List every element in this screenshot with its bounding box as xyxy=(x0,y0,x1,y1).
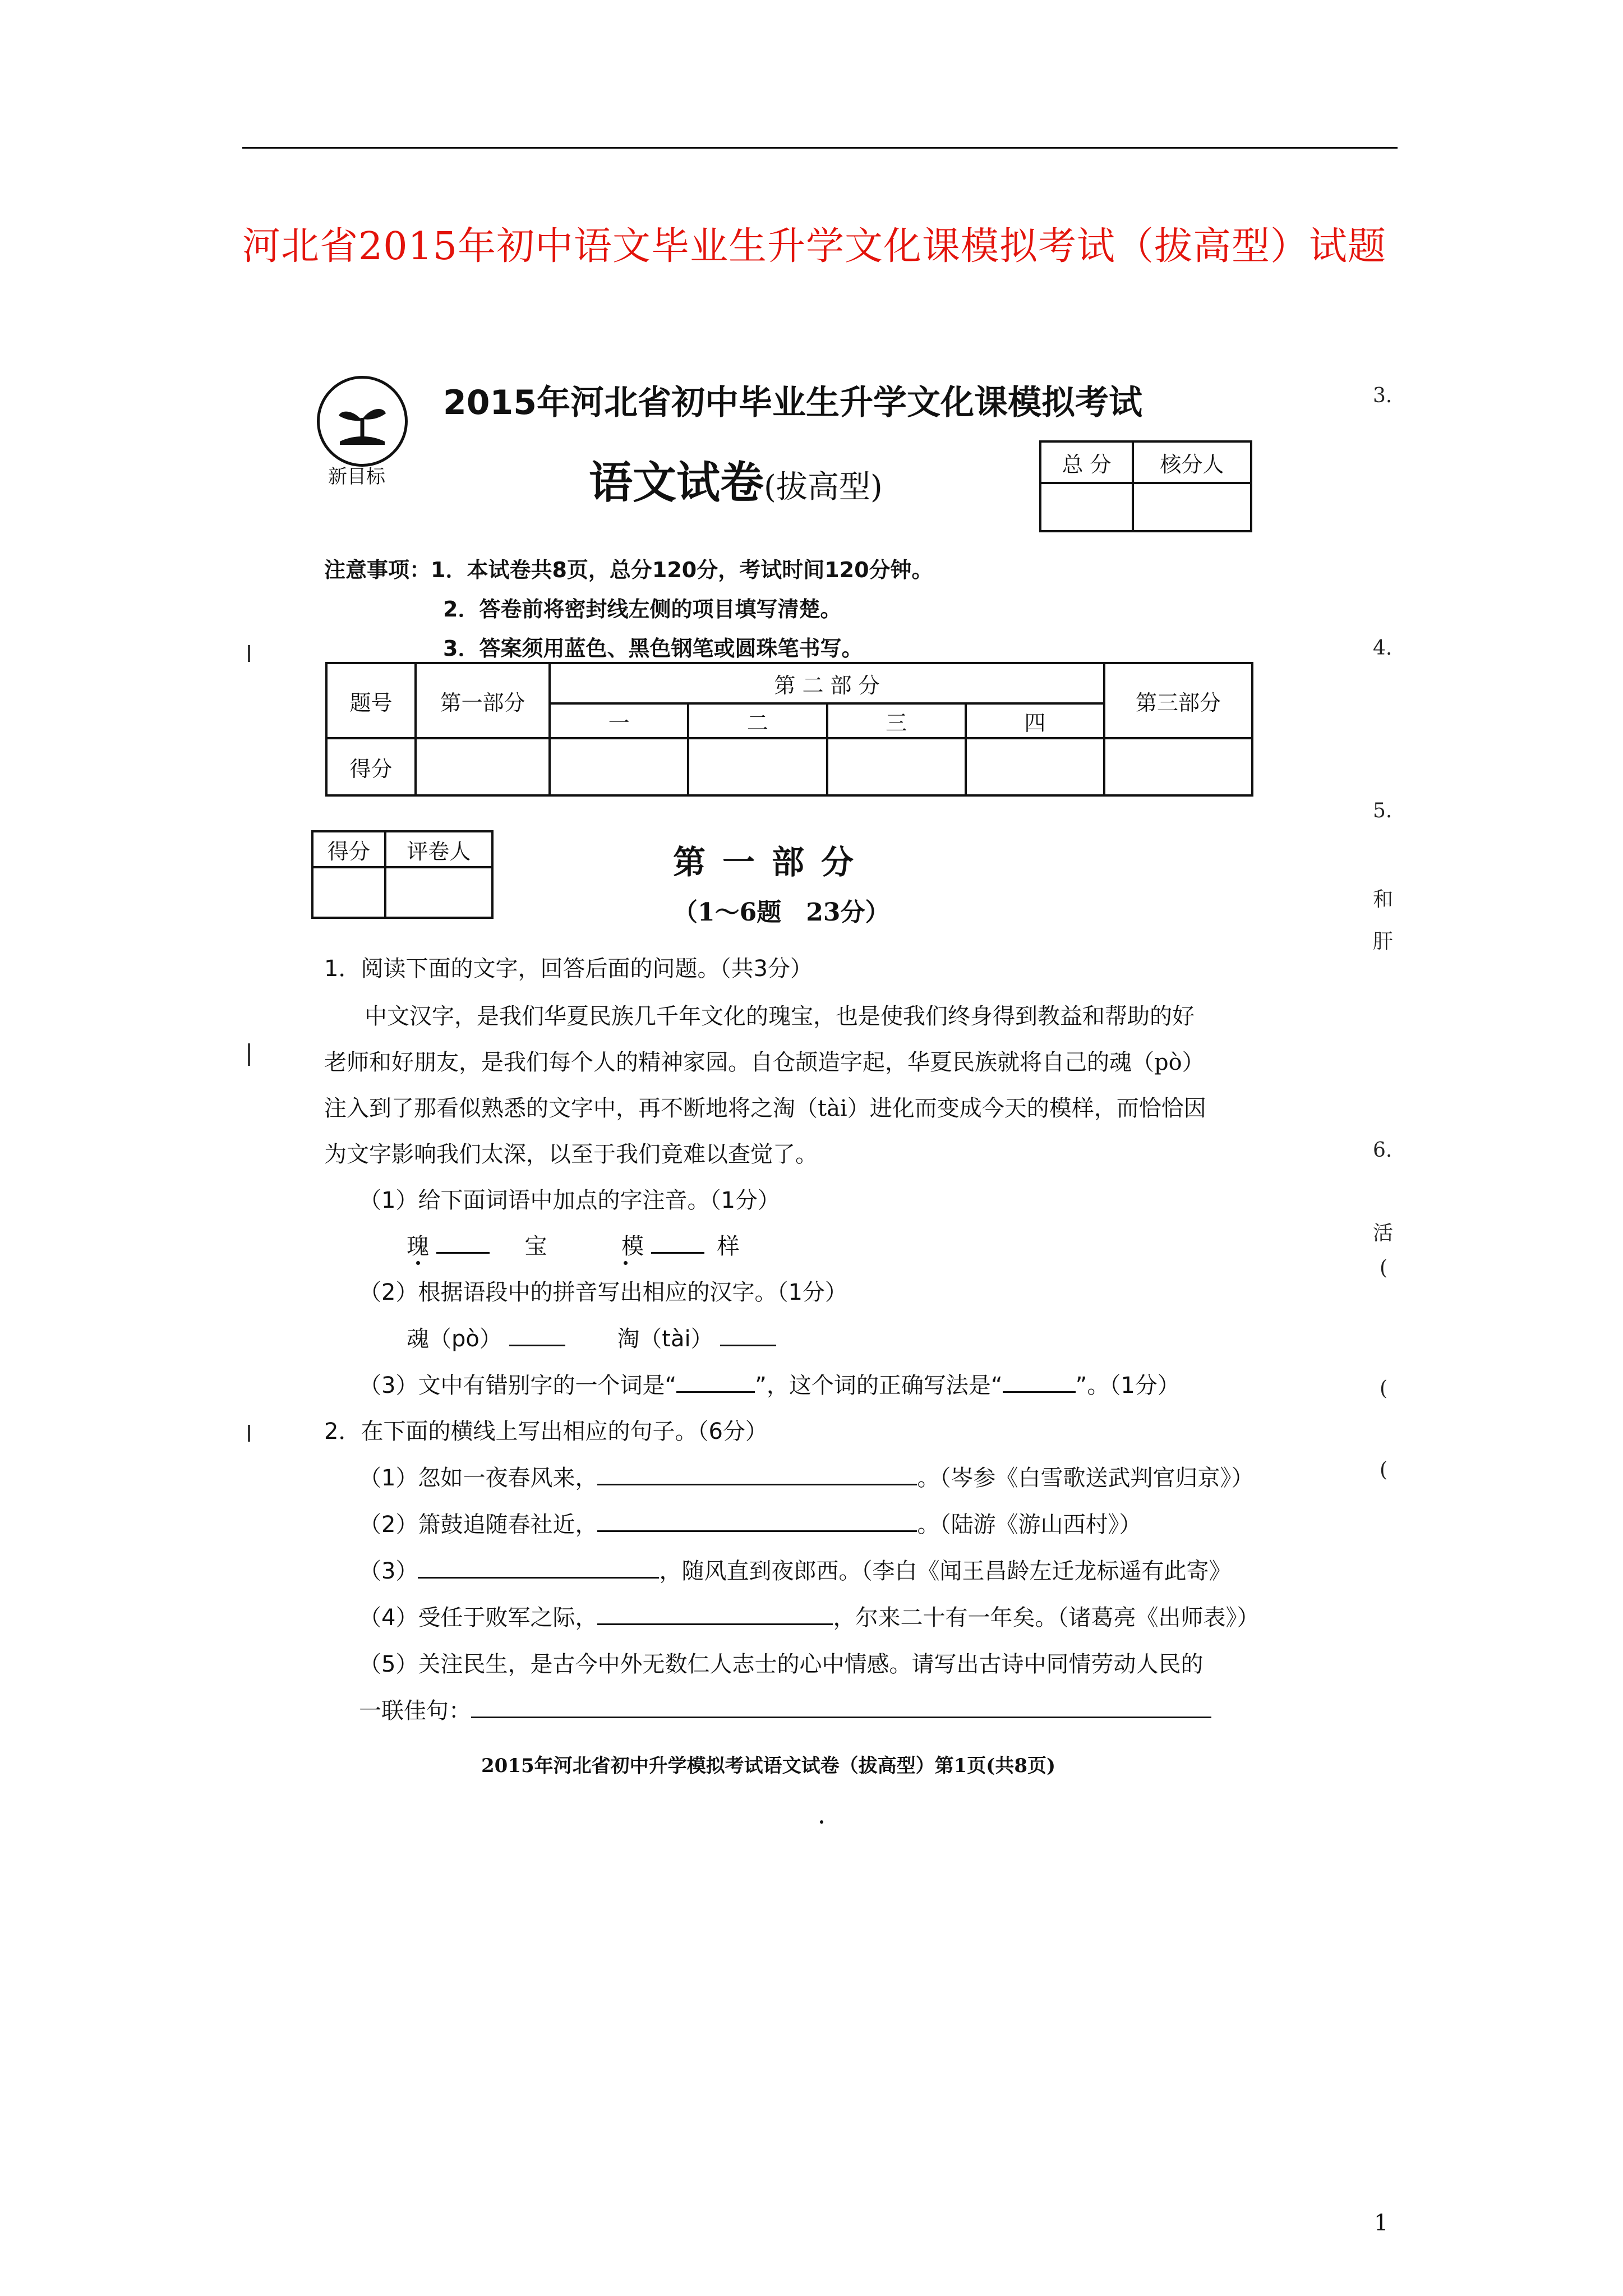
poem-blank-1[interactable] xyxy=(597,1465,917,1485)
char-gui: 瑰 xyxy=(407,1234,429,1259)
q2-line-2-post: 。（陆游《游山西村》） xyxy=(917,1512,1142,1538)
seedling-logo-icon xyxy=(317,376,408,467)
poem-blank-2[interactable] xyxy=(597,1511,917,1532)
q1-sub1: （1）给下面词语中加点的字注音。（1分） xyxy=(359,1188,780,1213)
q2-line-5-label: 一联佳句： xyxy=(359,1698,471,1724)
notice-3: 3．答案须用蓝色、黑色钢笔或圆珠笔书写。 xyxy=(443,636,863,661)
q1-passage-line: 注入到了那看似熟悉的文字中，再不断地将之淘（tài）进化而变成今天的模样，而恰恰因 xyxy=(324,1096,1206,1121)
grader-input[interactable] xyxy=(385,867,492,918)
page-number: 1 xyxy=(1374,2210,1389,2236)
q1-sub2: （2）根据语段中的拼音写出相应的汉字。（1分） xyxy=(359,1280,847,1305)
scan-speck xyxy=(820,1820,823,1824)
pinyin-tai: 淘（tài） xyxy=(617,1326,713,1352)
q1-passage-line: 老师和好朋友，是我们每个人的精神家园。自仓颉造字起，华夏民族就将自己的魂（pò） xyxy=(324,1050,1205,1075)
score-cell[interactable] xyxy=(416,738,550,795)
q2-line-4-pre: （4）受任于败军之际， xyxy=(359,1605,598,1631)
part2-header: 第 二 部 分 xyxy=(550,663,1104,703)
edge-mark: 4. xyxy=(1373,637,1393,660)
score-cell[interactable] xyxy=(550,738,688,795)
q2-line-2 xyxy=(359,1507,1141,1539)
score-table xyxy=(325,662,1253,797)
q2-line-3 xyxy=(359,1553,1231,1585)
paper-name xyxy=(589,448,883,510)
q1-stem: 1．阅读下面的文字，回答后面的问题。（共3分） xyxy=(324,956,813,982)
scan-mark xyxy=(248,1425,250,1442)
edge-mark: ( xyxy=(1380,1458,1388,1481)
edge-mark: 和 xyxy=(1373,888,1394,911)
hanzi-blank-tai[interactable] xyxy=(720,1326,776,1346)
q2-line-5: （5）关注民生，是古今中外无数仁人志士的心中情感。请写出古诗中同情劳动人民的 xyxy=(359,1651,1204,1677)
score-cell[interactable] xyxy=(966,738,1104,795)
char-mo: 模 xyxy=(621,1234,644,1259)
part2-col-4: 四 xyxy=(966,703,1104,738)
hanzi-blank-po[interactable] xyxy=(509,1326,565,1346)
pinyin-blank-gui[interactable] xyxy=(436,1233,490,1254)
part3-header: 第三部分 xyxy=(1104,663,1252,738)
grader-score-label: 得分 xyxy=(312,831,385,867)
q2-line-5-answer xyxy=(359,1693,1211,1725)
q2-line-3-post: ，随风直到夜郎西。（李白《闻王昌龄左迁龙标遥有此寄》 xyxy=(659,1558,1232,1584)
q1-passage-line: 为文字影响我们太深，以至于我们竟难以查觉了。 xyxy=(324,1142,818,1167)
emphasis-dot xyxy=(416,1261,420,1265)
q1-sub3-post: ”。（1分） xyxy=(1075,1373,1180,1398)
grader-score-input[interactable] xyxy=(312,867,385,918)
correct-word-blank[interactable] xyxy=(1003,1372,1076,1393)
section-title: 第一部分 xyxy=(673,843,871,881)
score-row-label: 得分 xyxy=(326,738,416,795)
q1-sub3-pre: （3）文中有错别字的一个词是“ xyxy=(359,1373,677,1398)
total-score-box xyxy=(1039,440,1252,532)
checker-label: 核分人 xyxy=(1133,441,1251,483)
poem-blank-3[interactable] xyxy=(418,1558,659,1579)
checker-input[interactable] xyxy=(1133,483,1251,531)
header-rule xyxy=(242,147,1398,149)
score-cell[interactable] xyxy=(1104,738,1252,795)
edge-mark: 活 xyxy=(1373,1222,1394,1245)
part1-header: 第一部分 xyxy=(416,663,550,738)
notice-1: 注意事项：1．本试卷共8页，总分120分，考试时间120分钟。 xyxy=(324,558,933,582)
emphasis-dot xyxy=(624,1261,628,1265)
q1-sub3 xyxy=(359,1368,1180,1400)
q2-line-4 xyxy=(359,1600,1259,1632)
poem-blank-5[interactable] xyxy=(471,1697,1211,1718)
part2-col-3: 三 xyxy=(827,703,966,738)
part2-col-1: 一 xyxy=(550,703,688,738)
score-cell[interactable] xyxy=(688,738,827,795)
total-input[interactable] xyxy=(1040,483,1133,531)
grader-box xyxy=(311,830,494,919)
edge-mark: 5. xyxy=(1373,799,1393,822)
total-label: 总 分 xyxy=(1040,441,1133,483)
q2-line-1-pre: （1）忽如一夜春风来， xyxy=(359,1465,598,1491)
q2-line-2-pre: （2）箫鼓追随春社近， xyxy=(359,1512,598,1538)
document-title: 河北省2015年初中语文毕业生升学文化课模拟考试（拔高型）试题 xyxy=(242,224,1387,269)
paper-type: (拔高型) xyxy=(764,469,883,505)
logo-label: 新目标 xyxy=(328,466,385,488)
q2-line-1-post: 。（岑参《白雪歌送武判官归京》） xyxy=(917,1465,1254,1491)
q2-line-3-pre: （3） xyxy=(359,1558,418,1584)
q1-sub3-mid: ”，这个词的正确写法是“ xyxy=(755,1373,1003,1398)
q2-line-1 xyxy=(359,1460,1253,1492)
q1-passage-line: 中文汉字，是我们华夏民族几千年文化的瑰宝，也是使我们终身得到教益和帮助的好 xyxy=(365,1004,1195,1029)
q2-stem: 2．在下面的横线上写出相应的句子。（6分） xyxy=(324,1419,768,1444)
q1-sub1-items xyxy=(407,1228,740,1260)
q1-sub2-items xyxy=(407,1321,776,1353)
section-subtitle: （1～6题 23分） xyxy=(673,898,890,927)
part2-col-2: 二 xyxy=(688,703,827,738)
char-yang: 样 xyxy=(717,1234,740,1259)
scan-footer: 2015年河北省初中升学模拟考试语文试卷（拔高型）第1页(共8页) xyxy=(481,1755,1056,1777)
char-bao: 宝 xyxy=(524,1234,547,1259)
notice-2: 2．答卷前将密封线左侧的项目填写清楚。 xyxy=(443,597,842,622)
exam-heading: 2015年河北省初中毕业生升学文化课模拟考试 xyxy=(443,383,1142,422)
question-number-header: 题号 xyxy=(326,663,416,738)
edge-mark: 肝 xyxy=(1373,930,1394,953)
wrong-word-blank[interactable] xyxy=(676,1372,755,1393)
edge-mark: ( xyxy=(1380,1377,1388,1400)
score-cell[interactable] xyxy=(827,738,966,795)
pinyin-blank-mo[interactable] xyxy=(651,1233,704,1254)
edge-mark: 6. xyxy=(1373,1139,1393,1162)
paper-title: 语文试卷 xyxy=(589,457,764,508)
q2-line-4-post: ，尔来二十有一年矣。（诸葛亮《出师表》） xyxy=(833,1605,1260,1631)
edge-mark: 3. xyxy=(1373,384,1393,407)
grader-label: 评卷人 xyxy=(385,831,492,867)
scan-mark xyxy=(248,1043,250,1066)
poem-blank-4[interactable] xyxy=(597,1604,833,1625)
pinyin-po: 魂（pò） xyxy=(407,1326,502,1352)
scan-mark xyxy=(248,645,250,662)
edge-mark: ( xyxy=(1380,1257,1388,1280)
